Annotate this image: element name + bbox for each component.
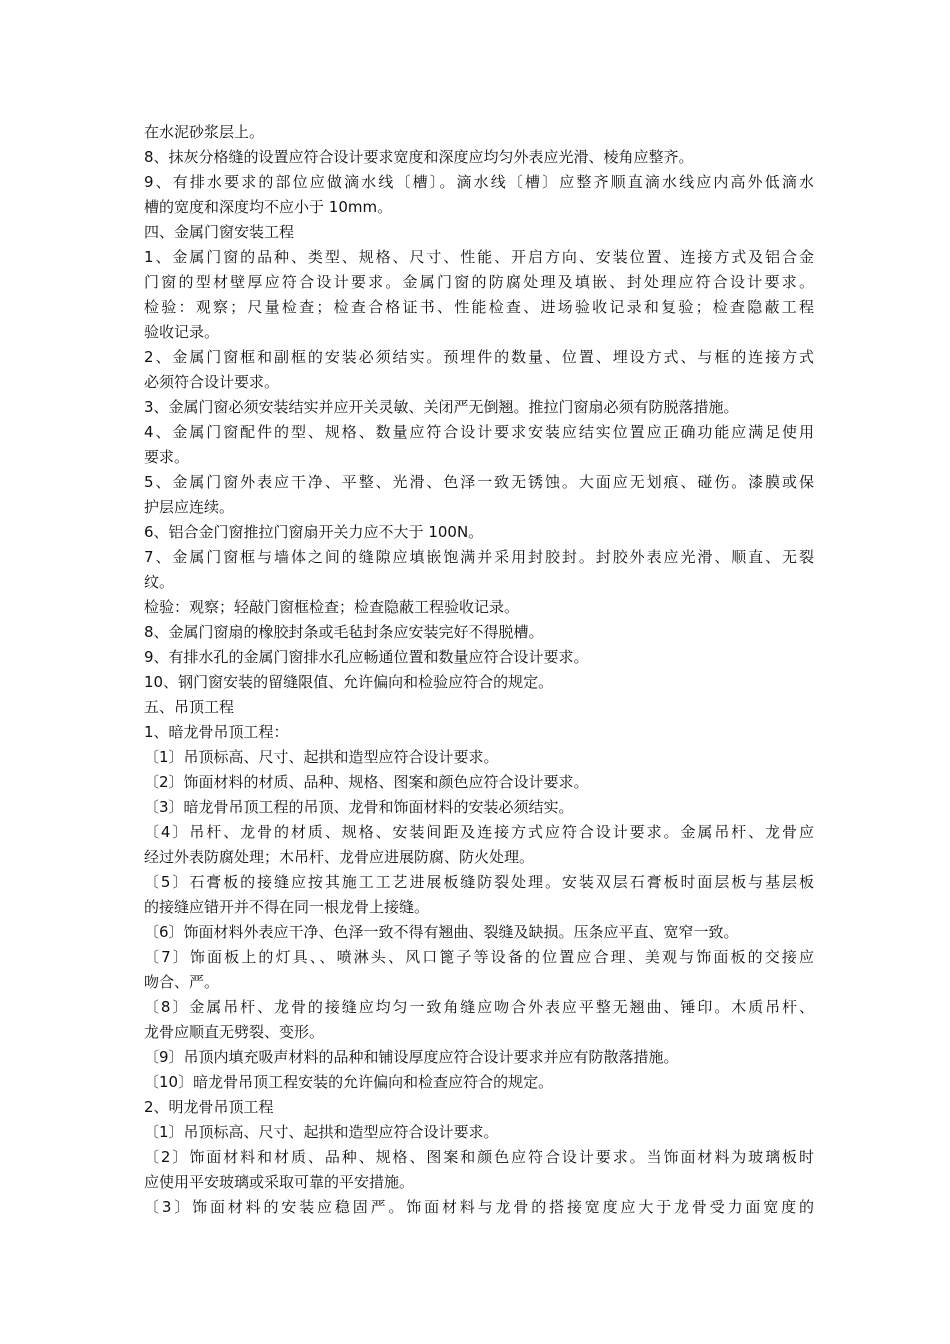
text-line: 9、有排水要求的部位应做滴水线〔槽〕。滴水线〔槽〕应整齐顺直滴水线应内高外低滴水: [144, 173, 814, 191]
text-line: 〔1〕吊顶标高、尺寸、起拱和造型应符合设计要求。: [144, 1123, 499, 1141]
section-heading: 四、金属门窗安装工程: [144, 223, 295, 241]
text-line: 5、金属门窗外表应干净、平整、光滑、色泽一致无锈蚀。大面应无划痕、碰伤。漆膜或保: [144, 473, 814, 491]
text-line: 的接缝应错开并不得在同一根龙骨上接缝。: [144, 898, 430, 916]
text-line: 〔7〕饰面板上的灯具、、喷淋头、风口篦子等设备的位置应合理、美观与饰面板的交接应: [144, 948, 814, 966]
text-line: 〔10〕暗龙骨吊顶工程安装的允许偏向和检查应符合的规定。: [144, 1073, 554, 1091]
text-line: 吻合、严。: [144, 973, 220, 991]
text-line: 槽的宽度和深度均不应小于 10mm。: [144, 198, 393, 216]
text-line: 检验：观察；尺量检查；检查合格证书、性能检查、进场验收记录和复验；检查隐蔽工程: [144, 298, 814, 316]
text-line: 8、抹灰分格缝的设置应符合设计要求宽度和深度应均匀外表应光滑、棱角应整齐。: [144, 148, 694, 166]
text-line: 护层应连续。: [144, 498, 235, 516]
text-line: 〔2〕饰面材料和材质、品种、规格、图案和颜色应符合设计要求。当饰面材料为玻璃板时: [144, 1148, 814, 1166]
text-line: 10、钢门窗安装的留缝限值、允许偏向和检验应符合的规定。: [144, 673, 554, 691]
text-line: 〔9〕吊顶内填充吸声材料的品种和铺设厚度应符合设计要求并应有防散落措施。: [144, 1048, 679, 1066]
subsection-heading: 1、暗龙骨吊顶工程：: [144, 723, 289, 741]
text-line: 经过外表防腐处理；木吊杆、龙骨应进展防腐、防火处理。: [144, 848, 535, 866]
text-line: 〔6〕饰面材料外表应干净、色泽一致不得有翘曲、裂缝及缺损。压条应平直、宽窄一致。: [144, 923, 739, 941]
text-line: 〔1〕吊顶标高、尺寸、起拱和造型应符合设计要求。: [144, 748, 499, 766]
text-line: 2、金属门窗框和副框的安装必须结实。预埋件的数量、位置、埋设方式、与框的连接方式: [144, 348, 814, 366]
text-line: 9、有排水孔的金属门窗排水孔应畅通位置和数量应符合设计要求。: [144, 648, 589, 666]
text-line: 7、金属门窗框与墙体之间的缝隙应填嵌饱满并采用封胶封。封胶外表应光滑、顺直、无裂: [144, 548, 814, 566]
text-line: 〔3〕饰面材料的安装应稳固严。饰面材料与龙骨的搭接宽度应大于龙骨受力面宽度的: [144, 1198, 814, 1216]
text-line: 1、金属门窗的品种、类型、规格、尺寸、性能、开启方向、安装位置、连接方式及铝合金: [144, 248, 814, 266]
text-line: 〔2〕饰面材料的材质、品种、规格、图案和颜色应符合设计要求。: [144, 773, 589, 791]
text-line: 8、金属门窗扇的橡胶封条或毛毡封条应安装完好不得脱槽。: [144, 623, 544, 641]
text-line: 门窗的型材壁厚应符合设计要求。金属门窗的防腐处理及填嵌、封处理应符合设计要求。: [144, 273, 814, 291]
text-line: 6、铝合金门窗推拉门窗扇开关力应不大于 100N。: [144, 523, 484, 541]
section-heading: 五、吊顶工程: [144, 698, 235, 716]
text-line: 〔3〕暗龙骨吊顶工程的吊顶、龙骨和饰面材料的安装必须结实。: [144, 798, 574, 816]
text-line: 应使用平安玻璃或采取可靠的平安措施。: [144, 1173, 415, 1191]
text-line: 4、金属门窗配件的型、规格、数量应符合设计要求安装应结实位置应正确功能应满足使用: [144, 423, 814, 441]
text-line: 必须符合设计要求。: [144, 373, 280, 391]
text-line: 〔8〕金属吊杆、龙骨的接缝应均匀一致角缝应吻合外表应平整无翘曲、锤印。木质吊杆、: [144, 998, 814, 1016]
document-body: [144, 120, 814, 1220]
text-line: 纹。: [144, 573, 175, 591]
text-line: 在水泥砂浆层上。: [144, 123, 265, 141]
text-line: 〔5〕石膏板的接缝应按其施工工艺进展板缝防裂处理。安装双层石膏板时面层板与基层板: [144, 873, 814, 891]
text-line: 验收记录。: [144, 323, 220, 341]
text-line: 要求。: [144, 448, 190, 466]
subsection-heading: 2、明龙骨吊顶工程: [144, 1098, 274, 1116]
text-line: 〔4〕吊杆、龙骨的材质、规格、安装间距及连接方式应符合设计要求。金属吊杆、龙骨应: [144, 823, 814, 841]
text-line: 龙骨应顺直无劈裂、变形。: [144, 1023, 325, 1041]
text-line: 检验：观察；轻敲门窗框检查；检查隐蔽工程验收记录。: [144, 598, 520, 616]
text-line: 3、金属门窗必须安装结实并应开关灵敏、关闭严无倒翘。推拉门窗扇必须有防脱落措施。: [144, 398, 739, 416]
